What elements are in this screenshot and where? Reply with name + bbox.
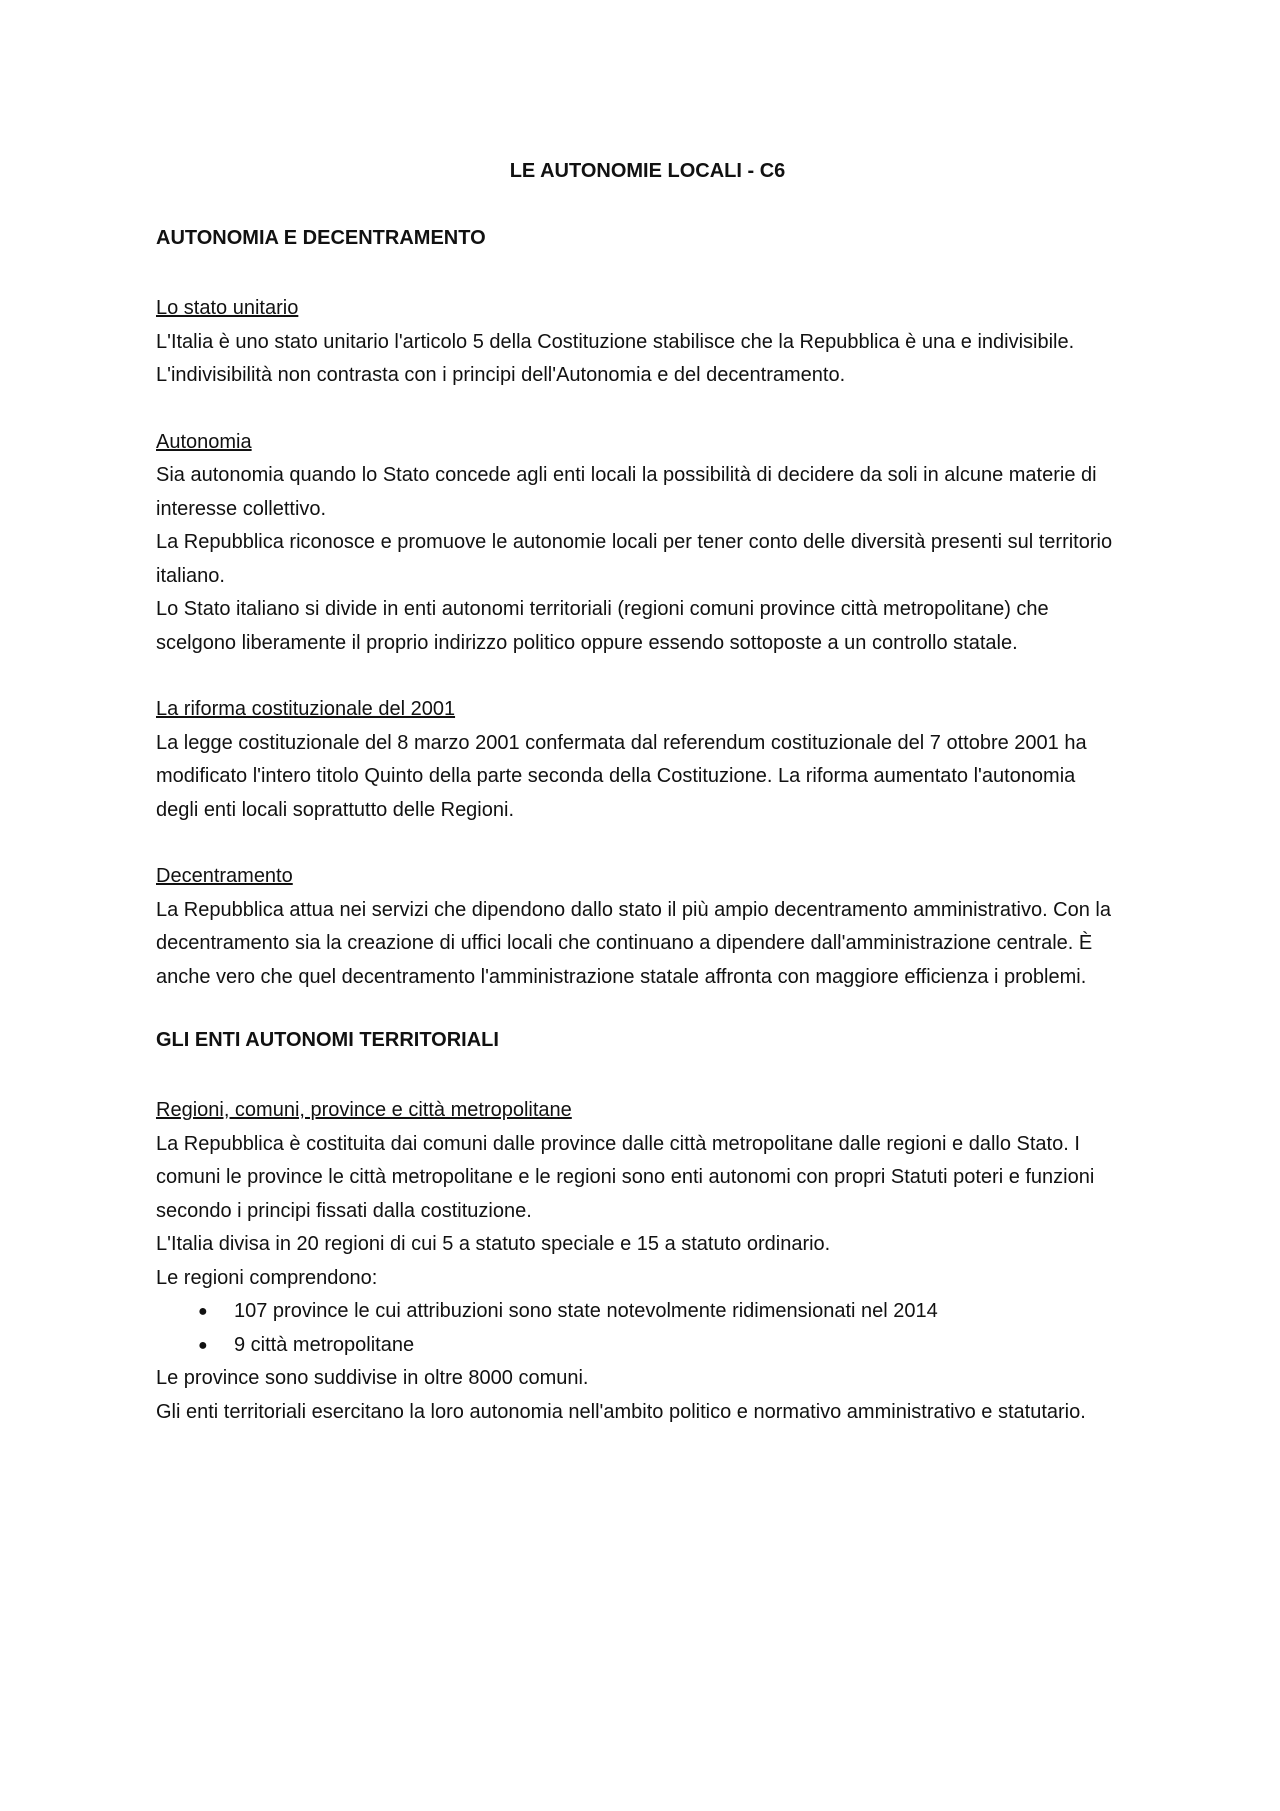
bullet-icon: ● bbox=[198, 1303, 208, 1320]
list-item bbox=[198, 1329, 1119, 1363]
subheading-stato-unitario: Lo stato unitario bbox=[156, 297, 299, 319]
paragraph: L'Italia è uno stato unitario l'articolo 5 della Costituzione stabilisce che la Repubblica è una e indivisibile. L'indivisibilità non contrasta con i principi dell'Autonomia e del decentramento. bbox=[156, 330, 1075, 386]
paragraph: La legge costituzionale del 8 marzo 2001 confermata dal referendum costituzionale del 7 ottobre 2001 ha modificato l'intero titolo Quinto della parte seconda della Costituzione. La riforma aumentato l'autonomia degli enti locali soprattutto delle Regioni. bbox=[156, 731, 1087, 821]
document-title: LE AUTONOMIE LOCALI - C6 bbox=[509, 160, 786, 182]
paragraph: Le province sono suddivise in oltre 8000 comuni. bbox=[156, 1367, 589, 1389]
paragraph: La Repubblica attua nei servizi che dipendono dallo stato il più ampio decentramento amministrativo. Con la decentramento sia la creazione di uffici locali che continuano a dipendere dall'amministrazione centrale. È anche vero che quel decentramento l'amministrazione statale affronta con maggiore efficienza i problemi. bbox=[156, 898, 1111, 988]
bullet-icon: ● bbox=[198, 1336, 208, 1354]
subsection-stato-unitario bbox=[156, 292, 1119, 393]
paragraph: La Repubblica riconosce e promuove le autonomie locali per tener conto delle diversità presenti sul territorio italiano. bbox=[156, 531, 1113, 587]
paragraph: Lo Stato italiano si divide in enti autonomi territoriali (regioni comuni province città metropolitane) che scelgono liberamente il proprio indirizzo politico oppure essendo sottoposte a un controllo statale. bbox=[156, 598, 1049, 654]
subsection-decentramento bbox=[156, 860, 1119, 994]
subheading-regioni-comuni-province: Regioni, comuni, province e città metropolitane bbox=[156, 1099, 572, 1121]
section-heading-enti-autonomi-territoriali: GLI ENTI AUTONOMI TERRITORIALI bbox=[156, 1029, 499, 1051]
paragraph: La Repubblica è costituita dai comuni dalle province dalle città metropolitane dalle regioni e dallo Stato. I comuni le province le città metropolitane e le regioni sono enti autonomi con propri Statuti poteri e funzioni secondo i principi fissati dalla costituzione. bbox=[156, 1132, 1095, 1222]
list-item-text: 107 province le cui attribuzioni sono state notevolmente ridimensionati nel 2014 bbox=[234, 1300, 938, 1322]
subheading-riforma-costituzionale: La riforma costituzionale del 2001 bbox=[156, 698, 456, 720]
section-heading-autonomia-decentramento: AUTONOMIA E DECENTRAMENTO bbox=[156, 227, 486, 249]
paragraph: Gli enti territoriali esercitano la loro autonomia nell'ambito politico e normativo amministrativo e statutario. bbox=[156, 1400, 1086, 1423]
list-item-text: 9 città metropolitane bbox=[234, 1333, 415, 1356]
subheading-decentramento: Decentramento bbox=[156, 865, 293, 887]
paragraph: L'Italia divisa in 20 regioni di cui 5 a statuto speciale e 15 a statuto ordinario. bbox=[156, 1233, 831, 1255]
subsection-regioni-comuni-province bbox=[156, 1094, 1119, 1429]
paragraph: Le regioni comprendono: bbox=[156, 1266, 378, 1289]
paragraph: Sia autonomia quando lo Stato concede agli enti locali la possibilità di decidere da soli in alcune materie di interesse collettivo. bbox=[156, 464, 1097, 520]
subsection-autonomia bbox=[156, 426, 1119, 661]
subsection-riforma-costituzionale bbox=[156, 693, 1119, 827]
subheading-autonomia: Autonomia bbox=[156, 430, 252, 453]
bullet-list bbox=[156, 1295, 1119, 1362]
list-item bbox=[198, 1295, 1119, 1329]
